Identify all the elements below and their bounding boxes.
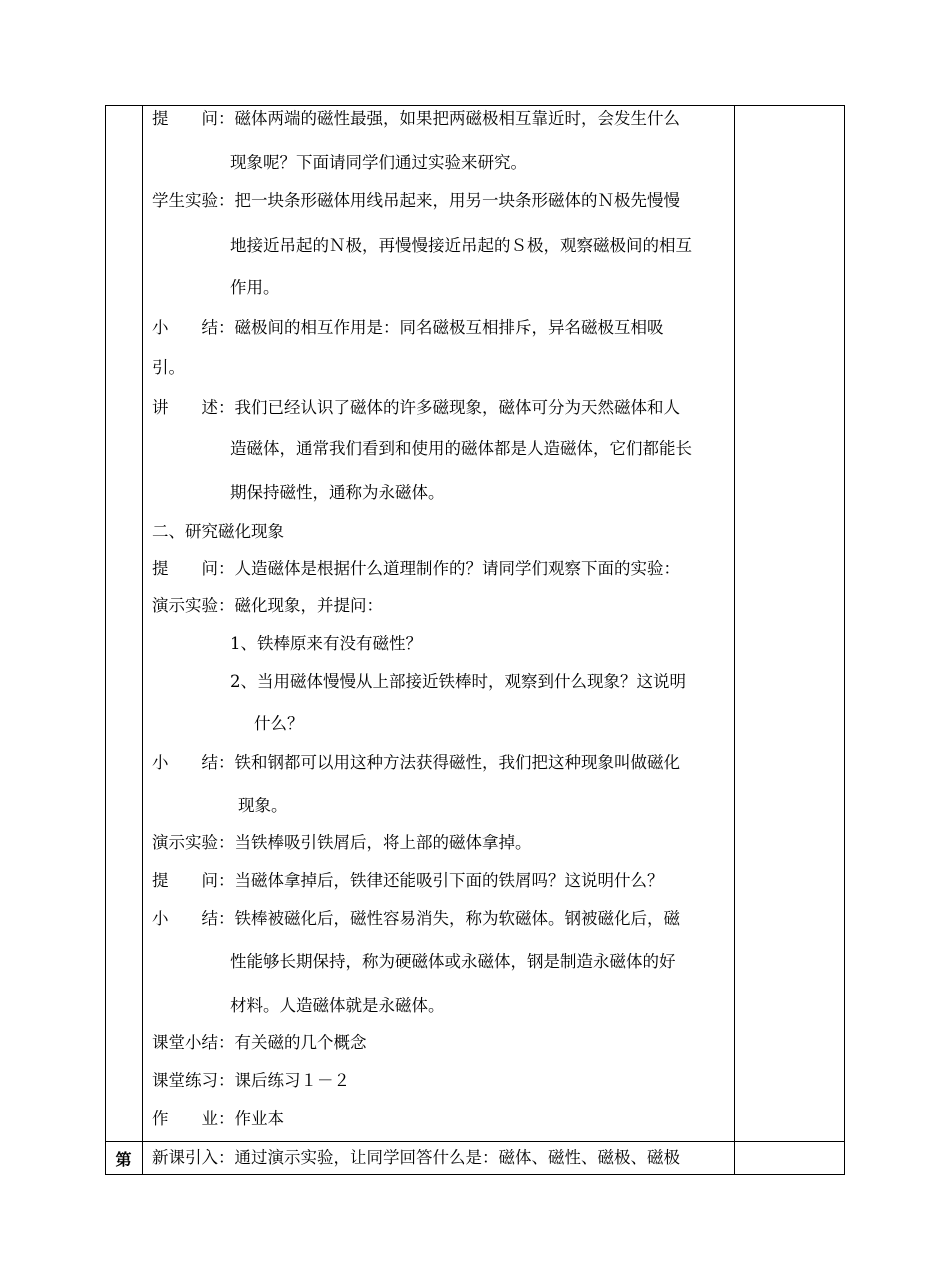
text-line: 造磁体，通常我们看到和使用的磁体都是人造磁体，它们都能长: [230, 439, 692, 458]
text-line: 作 业：作业本: [152, 1109, 284, 1128]
text-line: 小 结：铁和钢都可以用这种方法获得磁性，我们把这种现象叫做磁化: [152, 753, 680, 772]
text-line: 小 结：磁极间的相互作用是：同名磁极互相排斥，异名磁极互相吸: [152, 318, 664, 337]
text-line: 什么？: [254, 714, 304, 733]
column-divider-right: [734, 106, 735, 1174]
text-line: 演示实验：当铁棒吸引铁屑后，将上部的磁体拿掉。: [152, 833, 532, 852]
text-line: 地接近吊起的Ｎ极，再慢慢接近吊起的Ｓ极，观察磁极间的相互: [230, 236, 692, 255]
text-line: 课堂小结：有关磁的几个概念: [152, 1033, 367, 1052]
text-line: 讲 述：我们已经认识了磁体的许多磁现象，磁体可分为天然磁体和人: [152, 398, 680, 417]
text-line: 小 结：铁棒被磁化后，磁性容易消失，称为软磁体。钢被磁化后，磁: [152, 909, 680, 928]
text-line: 引。: [152, 358, 185, 377]
row-divider: [106, 1141, 844, 1142]
text-line: 材料。人造磁体就是永磁体。: [230, 996, 445, 1015]
text-line: 性能够长期保持，称为硬磁体或永磁体，钢是制造永磁体的好: [230, 952, 676, 971]
column-divider-left: [142, 106, 143, 1174]
text-line: 作用。: [230, 278, 280, 297]
text-line: 现象呢？下面请同学们通过实验来研究。: [230, 153, 527, 172]
lesson-table: [105, 105, 845, 1175]
next-row-text: 新课引入：通过演示实验，让同学回答什么是：磁体、磁性、磁极、磁极: [152, 1148, 680, 1167]
text-line: 课堂练习：课后练习１－２: [152, 1071, 350, 1090]
text-line: 演示实验：磁化现象，并提问：: [152, 596, 383, 615]
text-line: 提 问：人造磁体是根据什么道理制作的？请同学们观察下面的实验：: [152, 559, 680, 578]
text-line: 1、铁棒原来有没有磁性？: [230, 634, 422, 653]
section-heading: 二、研究磁化现象: [152, 522, 284, 541]
text-line: 2、当用磁体慢慢从上部接近铁棒时，观察到什么现象？这说明: [230, 672, 686, 691]
text-line: 学生实验：把一块条形磁体用线吊起来，用另一块条形磁体的Ｎ极先慢慢: [152, 191, 680, 210]
text-line: 期保持磁性，通称为永磁体。: [230, 483, 445, 502]
text-line: 现象。: [238, 796, 288, 815]
text-line: 提 问：当磁体拿掉后，铁律还能吸引下面的铁屑吗？这说明什么？: [152, 871, 664, 890]
text-line: 提 问：磁体两端的磁性最强，如果把两磁极相互靠近时，会发生什么: [152, 109, 680, 128]
row-label: 第: [115, 1149, 132, 1169]
